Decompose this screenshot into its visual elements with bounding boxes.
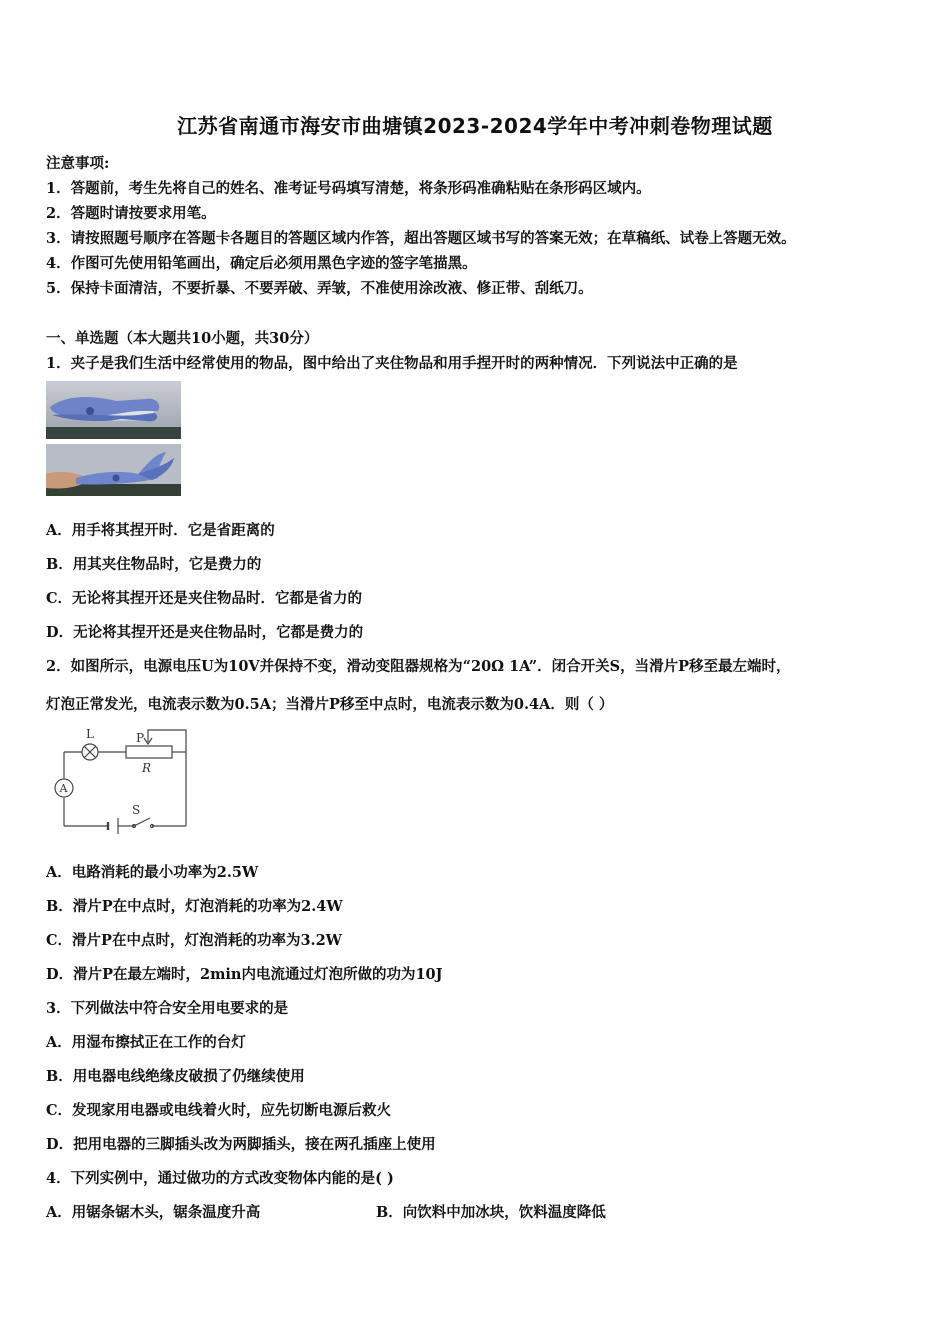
notice-item: 5．保持卡面清洁，不要折暴、不要弄破、弄皱，不准使用涂改液、修正带、刮纸刀。 bbox=[46, 280, 593, 297]
page-title: 江苏省南通市海安市曲塘镇2023-2024学年中考冲刺卷物理试题 bbox=[177, 114, 773, 138]
notice-item: 4．作图可先使用铅笔画出，确定后必须用黑色字迹的签字笔描黑。 bbox=[46, 255, 477, 272]
notice-item: 3．请按照题号顺序在答题卡各题目的答题区域内作答，超出答题区域书写的答案无效；在草稿纸、试卷上答题无效。 bbox=[46, 230, 796, 247]
question-2-stem-line1: 2．如图所示，电源电压U为10V并保持不变，滑动变阻器规格为“20Ω 1A”．闭合开关S，当滑片P移至最左端时， bbox=[46, 658, 791, 675]
ammeter-label: A bbox=[59, 782, 68, 795]
question-4-stem: 4．下列实例中，通过做功的方式改变物体内能的是( ) bbox=[46, 1170, 394, 1187]
section-heading: 一、单选题（本大题共10小题，共30分） bbox=[46, 330, 319, 347]
clip-holding-photo bbox=[46, 381, 181, 439]
circuit-diagram bbox=[50, 722, 200, 834]
question-1-option-a: A．用手将其捏开时．它是省距离的 bbox=[46, 522, 275, 539]
notice-item: 1．答题前，考生先将自己的姓名、准考证号码填写清楚，将条形码准确粘贴在条形码区域内。 bbox=[46, 180, 651, 197]
switch-label: S bbox=[132, 803, 141, 817]
slider-label: P bbox=[136, 731, 145, 745]
lamp-label: L bbox=[86, 727, 94, 741]
question-1-option-b: B．用其夹住物品时，它是费力的 bbox=[46, 556, 262, 573]
question-3-option-d: D．把用电器的三脚插头改为两脚插头，接在两孔插座上使用 bbox=[46, 1136, 436, 1153]
rheostat-label: R bbox=[142, 761, 152, 775]
question-3-option-a: A．用湿布擦拭正在工作的台灯 bbox=[46, 1034, 246, 1051]
question-3-option-b: B．用电器电线绝缘皮破损了仍继续使用 bbox=[46, 1068, 305, 1085]
notice-item: 2．答题时请按要求用笔。 bbox=[46, 205, 216, 222]
question-2-option-d: D．滑片P在最左端时，2min内电流通过灯泡所做的功为10J bbox=[46, 966, 443, 983]
question-1-option-c: C．无论将其捏开还是夹住物品时．它都是省力的 bbox=[46, 590, 363, 607]
question-2-stem-line2: 灯泡正常发光，电流表示数为0.5A；当滑片P移至中点时，电流表示数为0.4A．则（ ） bbox=[46, 696, 614, 713]
question-3-stem: 3．下列做法中符合安全用电要求的是 bbox=[46, 1000, 289, 1017]
question-2-option-c: C．滑片P在中点时，灯泡消耗的功率为3.2W bbox=[46, 932, 342, 949]
question-2-option-b: B．滑片P在中点时，灯泡消耗的功率为2.4W bbox=[46, 898, 343, 915]
question-4-option-a: A．用锯条锯木头，锯条温度升高 bbox=[46, 1204, 261, 1221]
question-3-option-c: C．发现家用电器或电线着火时，应先切断电源后救火 bbox=[46, 1102, 392, 1119]
question-4-option-b: B．向饮料中加冰块，饮料温度降低 bbox=[376, 1204, 606, 1221]
question-1-stem: 1．夹子是我们生活中经常使用的物品，图中给出了夹住物品和用手捏开时的两种情况．下列说法中正确的是 bbox=[46, 355, 738, 372]
question-1-option-d: D．无论将其捏开还是夹住物品时，它都是费力的 bbox=[46, 624, 364, 641]
notice-heading: 注意事项: bbox=[46, 155, 110, 172]
clip-hand-photo bbox=[46, 444, 181, 496]
question-2-option-a: A．电路消耗的最小功率为2.5W bbox=[46, 864, 259, 881]
